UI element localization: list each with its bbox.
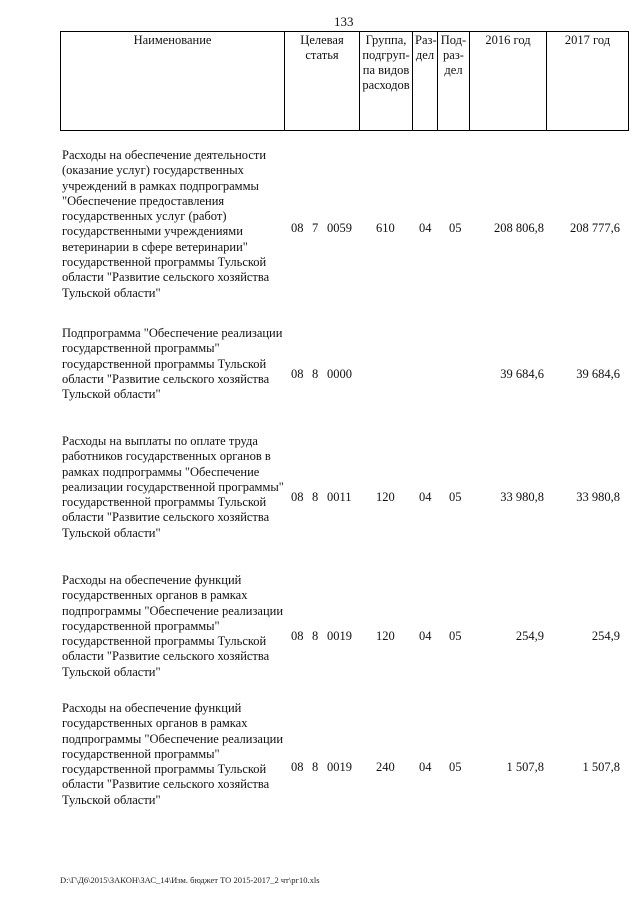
row-target-part1: 08 — [291, 760, 304, 774]
row-target-part2: 8 — [312, 629, 319, 643]
row-value-2017: 1 507,8 — [582, 760, 620, 774]
row-subsection: 05 — [449, 221, 462, 235]
row-group: 120 — [376, 490, 395, 504]
row-section: 04 — [419, 629, 432, 643]
row-target-part1: 08 — [291, 367, 304, 381]
row-section: 04 — [419, 490, 432, 504]
row-group: 240 — [376, 760, 395, 774]
row-name: Расходы на обеспечение деятельности (оказание услуг) государственных учреждений в рамках подпрограммы "Обеспечение предоставления государственных услуг (работ) государственными учреждениями ветеринарии в сфере ветеринарии" государственной программы Тульской области "Развитие сельского хозяйства Тульской области" — [62, 148, 270, 300]
row-value-2017: 208 777,6 — [570, 221, 620, 235]
row-value-2016: 1 507,8 — [506, 760, 544, 774]
row-value-2016: 208 806,8 — [494, 221, 544, 235]
row-value-2016: 39 684,6 — [500, 367, 544, 381]
header-year-2017: 2017 год — [547, 32, 629, 131]
row-target-part3: 0059 — [327, 221, 352, 235]
row-name: Подпрограмма "Обеспечение реализации государственной программы" государственной программы Тульской области "Развитие сельского хозяйства Тульской области" — [62, 326, 283, 402]
row-target-part3: 0019 — [327, 760, 352, 774]
row-group: 120 — [376, 629, 395, 643]
row-target-part1: 08 — [291, 629, 304, 643]
row-group: 610 — [376, 221, 395, 235]
row-target-part2: 8 — [312, 490, 319, 504]
row-target-part3: 0000 — [327, 367, 352, 381]
row-section: 04 — [419, 221, 432, 235]
header-expense-group: Группа, подгруп-па видов расходов — [360, 32, 413, 131]
header-year-2016: 2016 год — [470, 32, 547, 131]
file-path-footer: D:\Г\Д6\2015\ЗАКОН\ЗАС_14\Изм. бюджет ТО 2015-2017_2 чт\рг10.xls — [60, 875, 320, 885]
row-value-2017: 254,9 — [591, 629, 620, 643]
header-subsection: Под-раз-дел — [438, 32, 470, 131]
header-name: Наименование — [61, 32, 285, 131]
row-value-2017: 33 980,8 — [576, 490, 620, 504]
row-target-part2: 8 — [312, 760, 319, 774]
row-value-2016: 254,9 — [515, 629, 544, 643]
row-target-part1: 08 — [291, 221, 304, 235]
row-value-2016: 33 980,8 — [500, 490, 544, 504]
row-target-part2: 7 — [312, 221, 319, 235]
row-name: Расходы на выплаты по оплате труда работников государственных органов в рамках подпрограммы "Обеспечение реализации государственной программы" государственной программы Тульской области "Развитие сельского хозяйства Тульской области" — [62, 434, 284, 540]
row-subsection: 05 — [449, 629, 462, 643]
row-subsection: 05 — [449, 760, 462, 774]
budget-table-header — [60, 31, 629, 131]
row-value-2017: 39 684,6 — [576, 367, 620, 381]
row-section: 04 — [419, 760, 432, 774]
row-target-part1: 08 — [291, 490, 304, 504]
header-target-article: Целевая статья — [285, 32, 360, 131]
row-target-part3: 0019 — [327, 629, 352, 643]
row-target-part2: 8 — [312, 367, 319, 381]
page-number: 133 — [334, 14, 354, 29]
header-section: Раз-дел — [413, 32, 438, 131]
row-target-part3: 0011 — [327, 490, 352, 504]
row-name: Расходы на обеспечение функций государственных органов в рамках подпрограммы "Обеспечение реализации государственной программы" государственной программы Тульской области "Развитие сельского хозяйства Тульской области" — [62, 573, 284, 679]
row-subsection: 05 — [449, 490, 462, 504]
row-name: Расходы на обеспечение функций государственных органов в рамках подпрограммы "Обеспечение реализации государственной программы" государственной программы Тульской области "Развитие сельского хозяйства Тульской области" — [62, 701, 284, 807]
